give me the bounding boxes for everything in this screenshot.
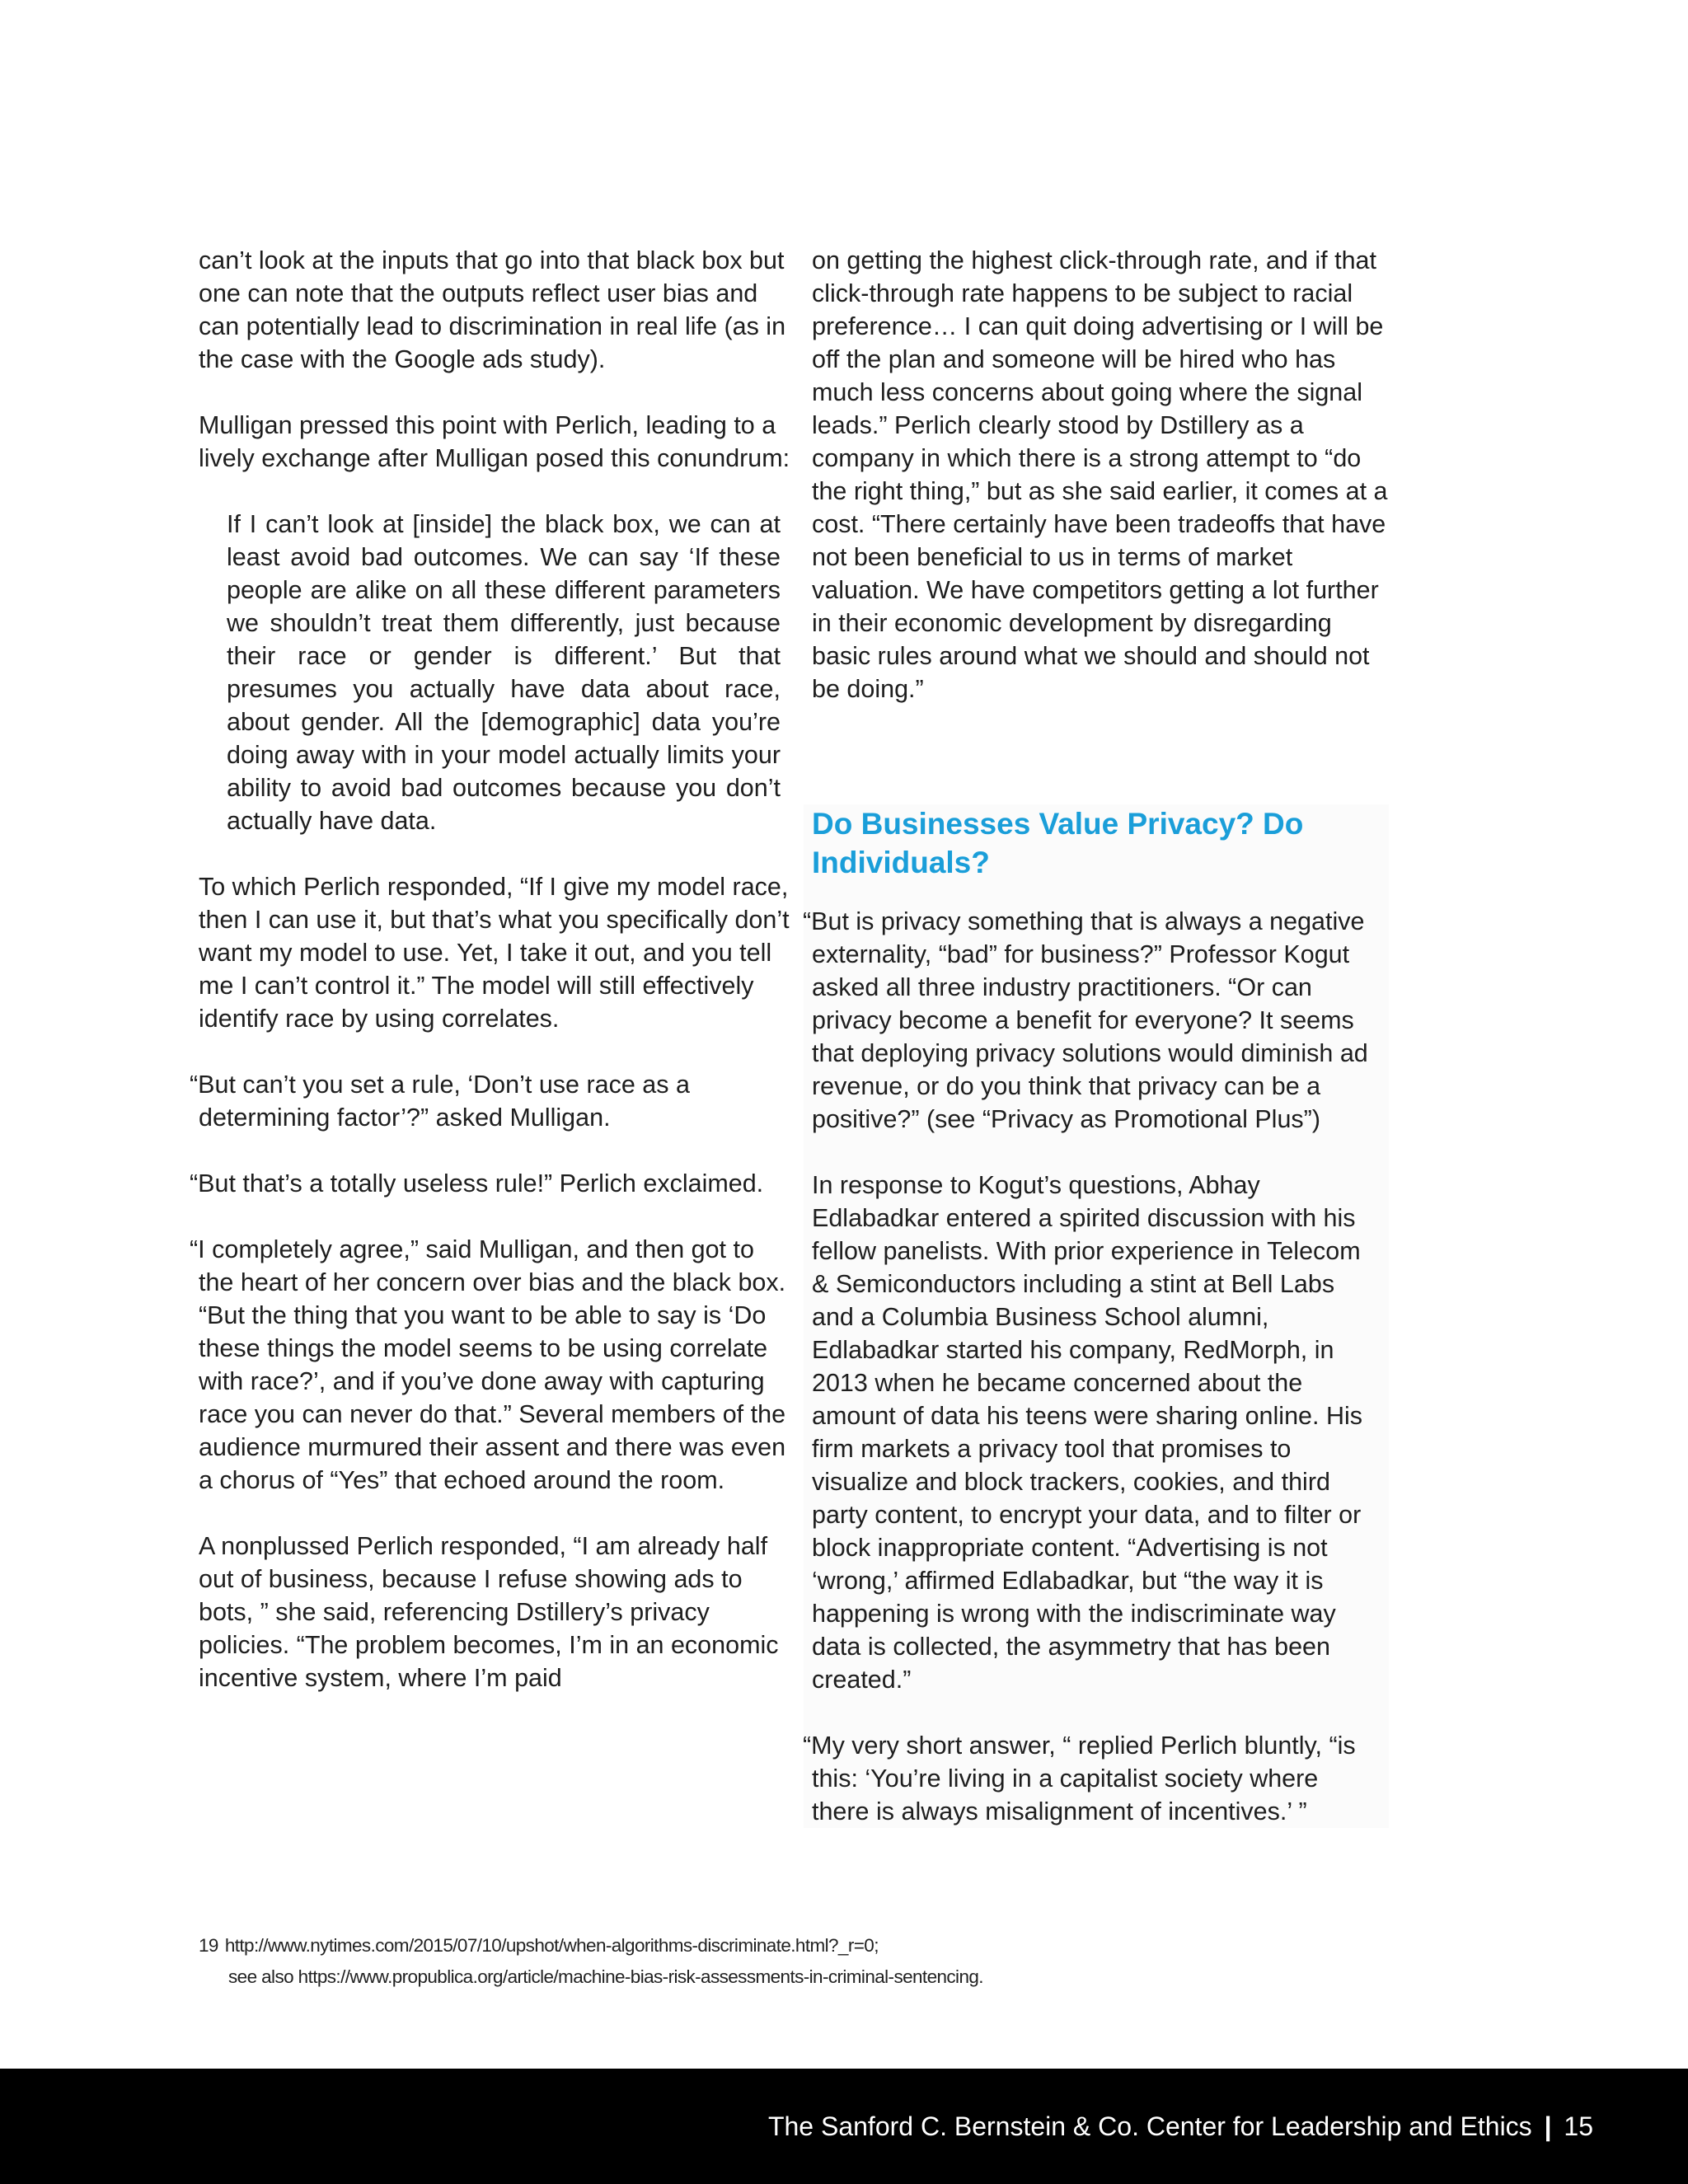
left-paragraph-2: Mulligan pressed this point with Perlich, leading to a lively exchange after Mulligan posed this conundrum:: [199, 411, 790, 472]
left-paragraph-3: To which Perlich responded, “If I give my model race, then I can use it, but that’s what you specifically don’t want my model to use. Yet, I take it out, and you tell me I can’t control it.” The model will still effectively identify race by using correlates.: [199, 873, 790, 1033]
right-paragraph-4: “My very short answer, “ replied Perlich bluntly, “is this: ‘You’re living in a capitalist society where there is always misalignment of incentives.’ ”: [803, 1732, 1356, 1825]
footnote-line-1: [199, 1930, 1188, 1961]
block-quote: If I can’t look at [inside] the black box, we can at least avoid bad outcomes. We can say ‘If these people are alike on all these different parameters we shouldn’t treat them differently, just because their race or gender is different.’ But that presumes you actually have data about race, about gender. All the [demographic] data you’re doing away with in your model actually limits your ability to avoid bad outcomes because you don’t actually have data.: [227, 510, 781, 835]
footer-separator: |: [1544, 2111, 1552, 2141]
footnote-link-1[interactable]: http://www.nytimes.com/2015/07/10/upshot/when-algorithms-discriminate.html?_r=0;: [224, 1935, 879, 1956]
right-column: [803, 244, 1389, 1861]
footnotes: [199, 1930, 1188, 1993]
sidebar-section: [804, 804, 1389, 1828]
footer-organization: The Sanford C. Bernstein & Co. Center for Leadership and Ethics: [767, 2111, 1532, 2141]
footnote-number: 19: [199, 1935, 218, 1956]
left-paragraph-7: A nonplussed Perlich responded, “I am already half out of business, because I refuse showing ads to bots, ” she said, referencing Dstillery’s privacy policies. “The problem becomes, I’m in an economic incentive system, where I’m paid: [199, 1532, 779, 1692]
footnote-line-2[interactable]: see also https://www.propublica.org/article/machine-bias-risk-assessments-in-criminal-sentencing.: [228, 1966, 983, 1987]
footer-text: [768, 2110, 1593, 2143]
right-paragraph-1: on getting the highest click-through rate, and if that click-through rate happens to be subject to racial preference… I can quit doing advertising or I will be off the plan and someone will be hired who has much less concerns about going where the signal leads.” Perlich clearly stood by Dstillery as a company in which there is a strong attempt to “do the right thing,” but as she said earlier, it comes at a cost. “There certainly have been tradeoffs that have not been beneficial to us in terms of market valuation. We have competitors getting a lot further in their economic development by disregarding basic rules around what we should and should not be doing.”: [812, 246, 1388, 703]
left-column: [190, 244, 792, 1727]
page-number: 15: [1564, 2111, 1593, 2141]
left-paragraph-4: “But can’t you set a rule, ‘Don’t use race as a determining factor’?” asked Mulligan.: [190, 1071, 690, 1132]
page-footer: [0, 2069, 1688, 2184]
left-paragraph-1: can’t look at the inputs that go into that black box but one can note that the outputs reflect user bias and can potentially lead to discrimination in real life (as in the case with the Google ads study).: [199, 246, 786, 373]
right-paragraph-2: “But is privacy something that is always a negative externality, “bad” for business?” Professor Kogut asked all three industry practitioners. “Or can privacy become a benefit for everyone? It seems that deploying privacy solutions would diminish ad revenue, or do you think that privacy can be a positive?” (see “Privacy as Promotional Plus”): [803, 907, 1368, 1133]
section-heading: Do Businesses Value Privacy? Do Individuals?: [812, 807, 1304, 879]
left-paragraph-5: “But that’s a totally useless rule!” Perlich exclaimed.: [190, 1169, 764, 1197]
left-paragraph-6: “I completely agree,” said Mulligan, and then got to the heart of her concern over bias and the black box. “But the thing that you want to be able to say is ‘Do these things the model seems to be using correlate with race?’, and if you’ve done away with capturing race you can never do that.” Several members of the audience murmured their assent and there was even a chorus of “Yes” that echoed around the room.: [190, 1235, 786, 1494]
right-paragraph-3: In response to Kogut’s questions, Abhay Edlabadkar entered a spirited discussion with his fellow panelists. With prior experience in Telecom & Semiconductors including a stint at Bell Labs and a Columbia Business School alumni, Edlabadkar started his company, RedMorph, in 2013 when he became concerned about the amount of data his teens were sharing online. His firm markets a privacy tool that promises to visualize and block trackers, cookies, and third party content, to encrypt your data, and to filter or block inappropriate content. “Advertising is not ‘wrong,’ affirmed Edlabadkar, but “the way it is happening is wrong with the indiscriminate way data is collected, the asymmetry that has been created.”: [812, 1171, 1362, 1694]
